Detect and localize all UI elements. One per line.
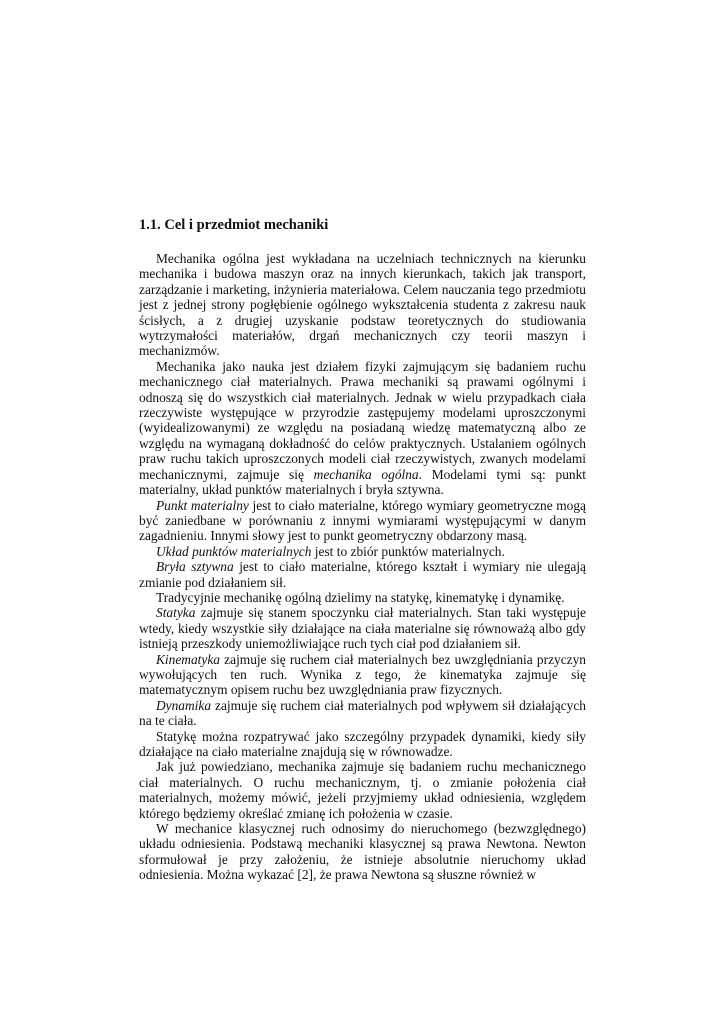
paragraph — [139, 559, 586, 590]
paragraph — [139, 821, 586, 883]
paragraph — [139, 729, 586, 760]
italic-term: mechanika ogólna — [313, 466, 419, 482]
text-run: jest to ciało materialne, którego kształt i wymiary nie ulegają zmianie pod działaniem sił. — [139, 559, 586, 590]
paragraph — [139, 251, 586, 359]
paragraph — [139, 698, 586, 729]
paragraph — [139, 498, 586, 544]
italic-term: Dynamika — [156, 697, 212, 713]
page-content — [139, 216, 586, 883]
text-run: zajmuje się ruchem ciał materialnych pod wpływem sił działających na te ciała. — [139, 697, 586, 729]
paragraph — [139, 652, 586, 698]
text-run: Mechanika ogólna jest wykładana na uczelniach technicznych na kierunku mechanika i budowa maszyn oraz na innych kierunkach, takich jak transport, zarządzanie i marketing, inżynieria materiałowa. Celem nauczania tego przedmiotu jest z jednej strony pogłębienie ogólnego wykształcenia studenta z zakresu nauk ścisłych, a z drugiej uzyskanie podstaw teoretycznych do studiowania wytrzymałości materiałów, drgań mechanicznych czy teorii maszyn i mechanizmów. — [139, 251, 586, 359]
text-run: Jak już powiedziano, mechanika zajmuje się badaniem ruchu mechanicznego ciał materialnych. O ruchu mechanicznym, tj. o zmianie położenia ciał materialnych, możemy mówić, jeżeli przyjmiemy układ odniesienia, względem którego będziemy określać zmianę ich położenia w czasie. — [139, 759, 586, 821]
text-run: Mechanika jako nauka jest działem fizyki zajmującym się badaniem ruchu mechanicznego ciał materialnych. Prawa mechaniki są prawami ogólnymi i odnoszą się do wszystkich ciał materialnych. Jednak w wielu przypadkach ciała rzeczywiste występujące w przyrodzie zastępujemy modelami uproszczonymi (wyidealizowanymi) ze względu na posiadaną wiedzę matematyczną albo ze względu na wymaganą dokładność do celów praktycznych. Ustalaniem ogólnych praw ruchu takich uproszczonych modeli ciał rzeczywistych, zwanych modelami mechanicznymi, zajmuje się — [139, 358, 586, 482]
text-run: Statykę można rozpatrywać jako szczególny przypadek dynamiki, kiedy siły działające na ciało materialne znajdują się w równowadze. — [139, 728, 586, 759]
text-run: Tradycyjnie mechanikę ogólną dzielimy na statykę, kinematykę i dynamikę. — [156, 589, 565, 605]
paragraph — [139, 759, 586, 821]
paragraph — [139, 544, 586, 559]
text-run: zajmuje się stanem spoczynku ciał materialnych. Stan taki występuje wtedy, kiedy wszystkie siły działające na ciała materialne się równoważą albo gdy istnieją przeszkody uniemożliwiające ruch tych ciał pod działaniem sił. — [139, 605, 586, 652]
text-run: . Modelami tymi są: punkt materialny, układ punktów materialnych i bryła sztywna. — [139, 466, 587, 498]
italic-term: Kinematyka — [156, 651, 220, 667]
paragraph — [139, 605, 586, 651]
italic-term: Statyka — [156, 605, 196, 621]
body-text — [139, 251, 586, 883]
text-run: jest to zbiór punktów materialnych. — [311, 543, 505, 559]
italic-term: Bryła sztywna — [156, 559, 234, 575]
text-run: zajmuje się ruchem ciał materialnych bez uwzględniania przyczyn wywołujących ten ruch. Wynika z tego, że kinematyka zajmuje się matematycznym opisem ruchu bez uwzględniania praw fizycznych. — [139, 651, 586, 698]
paragraph — [139, 590, 586, 605]
italic-term: Punkt materialny — [156, 497, 249, 513]
section-heading: 1.1. Cel i przedmiot mechaniki — [139, 217, 329, 233]
italic-term: Układ punktów materialnych — [156, 543, 312, 559]
text-run: jest to ciało materialne, którego wymiary geometryczne mogą być zaniedbane w porównaniu z innymi wymiarami występującymi w danym zagadnieniu. Innymi słowy jest to punkt geometryczny obdarzony masą. — [139, 497, 587, 544]
paragraph — [139, 359, 586, 498]
text-run: W mechanice klasycznej ruch odnosimy do nieruchomego (bezwzględnego) układu odniesienia. Podstawą mechaniki klasycznej są prawa Newtona. Newton sformułował je przy założeniu, że istnieje absolutnie nieruchomy układ odniesienia. Można wykazać [2], że prawa Newtona są słuszne również w — [139, 821, 586, 883]
